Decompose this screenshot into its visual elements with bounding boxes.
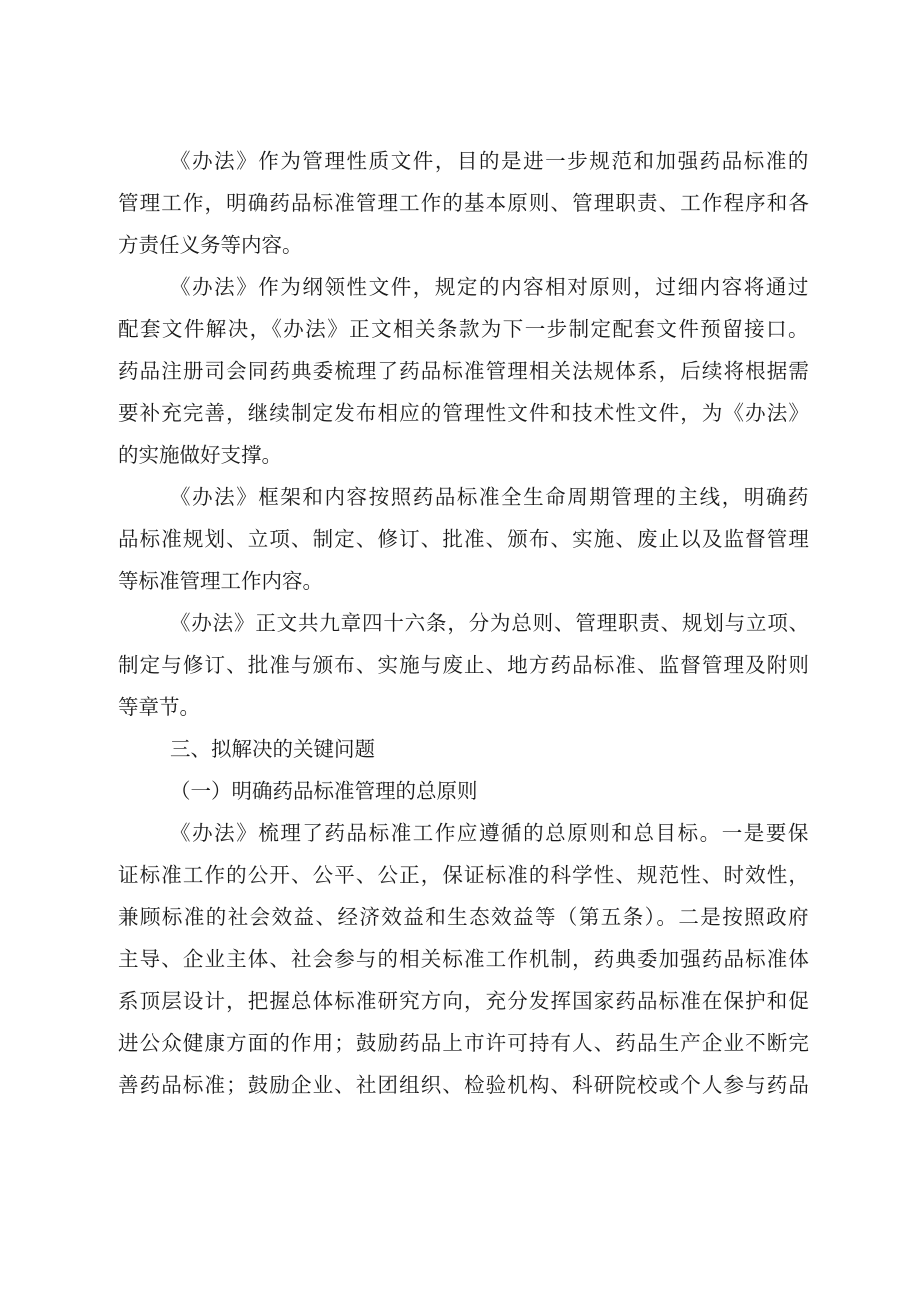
paragraph-line: 进公众健康方面的作用；鼓励药品上市许可持有人、药品生产企业不断完 [118, 1031, 810, 1055]
paragraph-line: 品标准规划、立项、制定、修订、批准、颁布、实施、废止以及监督管理 [118, 527, 810, 551]
paragraph-line: 系顶层设计，把握总体标准研究方向，充分发挥国家药品标准在保护和促 [118, 989, 810, 1013]
paragraph-line: 管理工作，明确药品标准管理工作的基本原则、管理职责、工作程序和各 [118, 191, 810, 215]
paragraph-line: 《办法》作为纲领性文件，规定的内容相对原则，过细内容将通过 [170, 275, 810, 299]
paragraph-line: 证标准工作的公开、公平、公正，保证标准的科学性、规范性、时效性， [118, 863, 810, 887]
paragraph-line: 的实施做好支撑。 [118, 443, 282, 467]
paragraph-line: 等标准管理工作内容。 [118, 569, 323, 593]
paragraph-line: 制定与修订、批准与颁布、实施与废止、地方药品标准、监督管理及附则 [118, 653, 810, 677]
section-heading: 三、拟解决的关键问题 [170, 737, 375, 761]
paragraph-line: 主导、企业主体、社会参与的相关标准工作机制，药典委加强药品标准体 [118, 947, 810, 971]
paragraph-line: 善药品标准；鼓励企业、社团组织、检验机构、科研院校或个人参与药品 [118, 1073, 810, 1097]
paragraph-line: 药品注册司会同药典委梳理了药品标准管理相关法规体系，后续将根据需 [118, 359, 810, 383]
paragraph-line: 方责任义务等内容。 [118, 233, 303, 257]
paragraph-line: 《办法》作为管理性质文件，目的是进一步规范和加强药品标准的 [170, 149, 810, 173]
subsection-heading: （一）明确药品标准管理的总原则 [170, 779, 478, 803]
paragraph-line: 等章节。 [118, 695, 200, 719]
paragraph-line: 要补充完善，继续制定发布相应的管理性文件和技术性文件，为《办法》 [118, 401, 810, 425]
paragraph-line: 《办法》框架和内容按照药品标准全生命周期管理的主线，明确药 [170, 485, 810, 509]
paragraph-line: 兼顾标准的社会效益、经济效益和生态效益等（第五条）。二是按照政府 [118, 905, 810, 929]
paragraph-line: 《办法》梳理了药品标准工作应遵循的总原则和总目标。一是要保 [170, 821, 810, 845]
paragraph-line: 配套文件解决，《办法》正文相关条款为下一步制定配套文件预留接口。 [118, 317, 810, 341]
paragraph-line: 《办法》正文共九章四十六条，分为总则、管理职责、规划与立项、 [170, 611, 810, 635]
